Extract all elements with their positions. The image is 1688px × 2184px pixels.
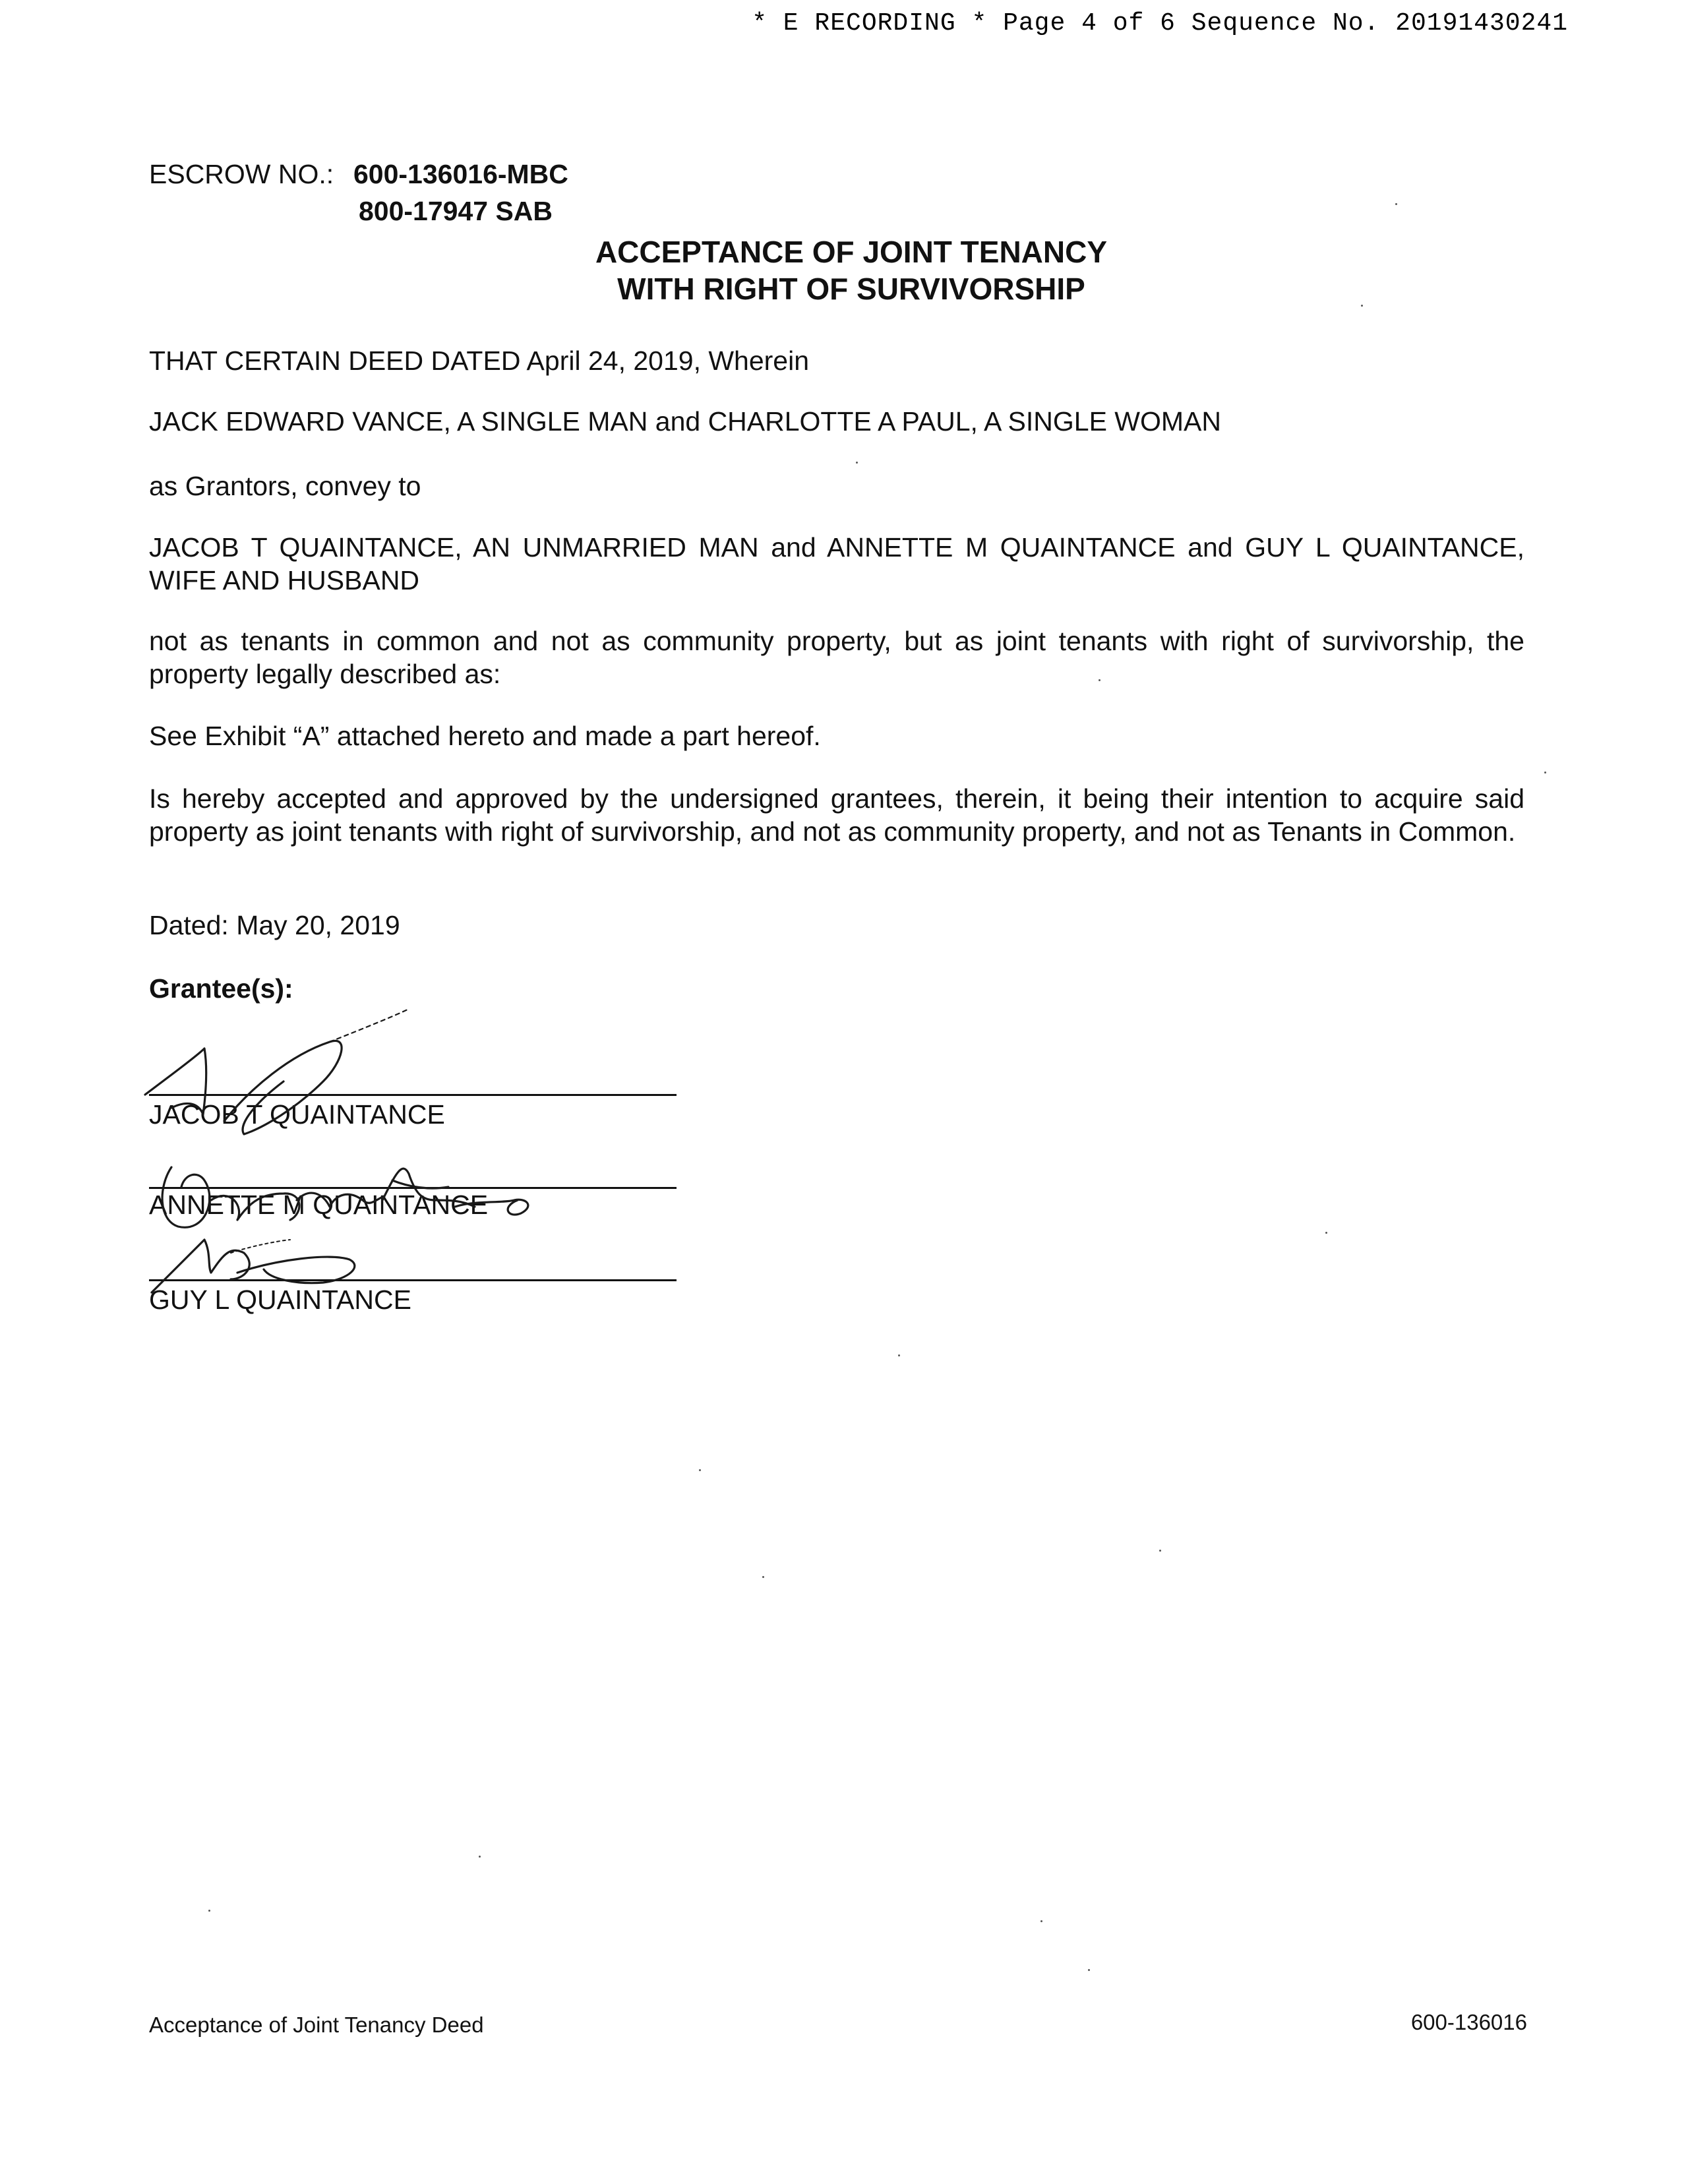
document-title <box>0 233 1688 307</box>
convey-paragraph: as Grantors, convey to <box>149 471 421 501</box>
scan-speck <box>1325 1232 1327 1234</box>
exhibit-paragraph: See Exhibit “A” attached hereto and made a part hereof. <box>149 721 821 751</box>
signer-name: JACOB T QUAINTANCE <box>149 1099 445 1130</box>
scan-speck <box>479 1856 481 1858</box>
dated-line: Dated: May 20, 2019 <box>149 910 400 940</box>
scan-speck <box>208 1910 210 1912</box>
scan-speck <box>1159 1550 1161 1552</box>
handwritten-signatures <box>132 1002 593 1306</box>
escrow-number-secondary: 800-17947 SAB <box>359 196 553 226</box>
escrow-label: ESCROW NO.: <box>149 159 334 189</box>
scan-speck <box>1544 772 1546 774</box>
grantees-paragraph: JACOB T QUAINTANCE, AN UNMARRIED MAN and ANNETTE M QUAINTANCE and GUY L QUAINTANCE, WIFE AND HUSBAND <box>149 532 1524 595</box>
footer-document-name: Acceptance of Joint Tenancy Deed <box>149 2013 484 2037</box>
scan-speck <box>1395 203 1397 205</box>
signer-name: GUY L QUAINTANCE <box>149 1285 411 1315</box>
scan-speck <box>856 462 858 464</box>
scan-speck <box>1088 1969 1090 1971</box>
acceptance-paragraph: Is hereby accepted and approved by the undersigned grantees, therein, it being their intention to acquire said property as joint tenants with right of survivorship, and not as community property, and not as Tenants in Common. <box>149 783 1524 847</box>
tenancy-clause-paragraph: not as tenants in common and not as community property, but as joint tenants with right of survivorship, the property legally described as: <box>149 626 1524 689</box>
recording-header: * E RECORDING * Page 4 of 6 Sequence No. 20191430241 <box>752 9 1568 38</box>
footer-reference-number: 600-136016 <box>1410 2010 1527 2034</box>
scan-speck <box>699 1469 701 1471</box>
scan-speck <box>1361 305 1363 307</box>
grantees-heading: Grantee(s): <box>149 973 293 1004</box>
escrow-number-primary: 600-136016-MBC <box>353 159 568 189</box>
scan-speck <box>1099 679 1100 681</box>
scan-speck <box>1040 1920 1042 1922</box>
deed-dated-paragraph: THAT CERTAIN DEED DATED April 24, 2019, Wherein <box>149 346 810 376</box>
title-line-2: WITH RIGHT OF SURVIVORSHIP <box>617 272 1085 306</box>
grantors-paragraph: JACK EDWARD VANCE, A SINGLE MAN and CHARLOTTE A PAUL, A SINGLE WOMAN <box>149 406 1222 437</box>
escrow-block <box>149 156 568 229</box>
scan-speck <box>898 1354 900 1356</box>
signer-name: ANNETTE M QUAINTANCE <box>149 1190 489 1220</box>
scan-speck <box>762 1576 764 1578</box>
title-line-1: ACCEPTANCE OF JOINT TENANCY <box>595 235 1108 269</box>
